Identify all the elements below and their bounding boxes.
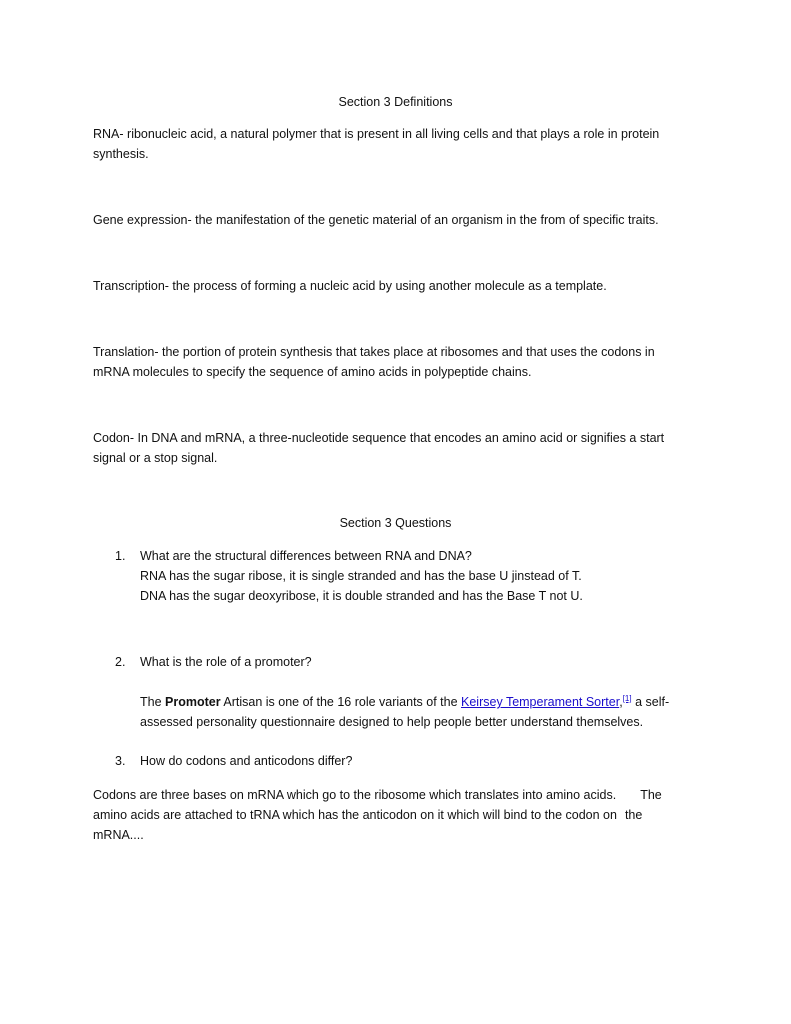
answer-line: RNA has the sugar ribose, it is single stranded and has the base U jinstead of T. [140,569,582,583]
definition-line: Codon- In DNA and mRNA, a three-nucleotide sequence that encodes an amino acid or signifies a start [93,431,665,445]
question-number: 1. [115,549,126,563]
answer-text: amino acids are attached to tRNA which has the anticodon on it which will bind to the codon on [93,808,617,822]
definition-line: synthesis. [93,147,149,161]
definition-line: signal or a stop signal. [93,451,218,465]
question-1 [140,546,705,606]
definition-gene-expression [93,210,703,230]
definition-line: Transcription- the process of forming a nucleic acid by using another molecule as a template. [93,279,607,293]
answer-text: , [619,695,623,709]
question-number: 3. [115,754,126,768]
definition-transcription [93,276,703,296]
keirsey-temperament-sorter-link[interactable]: Keirsey Temperament Sorter [461,695,620,709]
definition-translation [93,342,703,382]
answer-text: the [624,808,643,822]
answer-line [93,805,703,825]
answer-3 [93,785,703,845]
reference-link[interactable]: [1] [622,694,632,703]
definition-codon [93,428,703,468]
questions-title: Section 3 Questions [339,516,452,530]
question-text: What is the role of a promoter? [140,655,312,669]
answer-line [93,785,703,805]
answer-line: mRNA.... [93,828,144,842]
promoter-term: Promoter [165,695,221,709]
definitions-title: Section 3 Definitions [338,95,453,109]
answer-2 [140,692,705,732]
answer-line: DNA has the sugar deoxyribose, it is double stranded and has the Base T not U. [140,589,583,603]
answer-text: Codons are three bases on mRNA which go to the ribosome which translates into amino acids. [93,788,617,802]
definition-line: mRNA molecules to specify the sequence of amino acids in polypeptide chains. [93,365,532,379]
answer-text: The [640,788,662,802]
answer-line [140,692,705,712]
question-text: What are the structural differences between RNA and DNA? [140,549,472,563]
question-3 [140,751,705,771]
question-number: 2. [115,655,126,669]
definition-line: Gene expression- the manifestation of the genetic material of an organism in the from of specific traits. [93,213,659,227]
question-2 [140,652,705,672]
answer-line: assessed personality questionnaire designed to help people better understand themselves. [140,715,644,729]
answer-text: Artisan is one of the 16 role variants of the [220,695,462,709]
answer-text: a self- [631,695,670,709]
question-text: How do codons and anticodons differ? [140,754,353,768]
definition-line: Translation- the portion of protein synthesis that takes place at ribosomes and that uses the codons in [93,345,655,359]
definition-rna [93,124,703,164]
answer-text: The [140,695,166,709]
definition-line: RNA- ribonucleic acid, a natural polymer that is present in all living cells and that plays a role in protein [93,127,660,141]
